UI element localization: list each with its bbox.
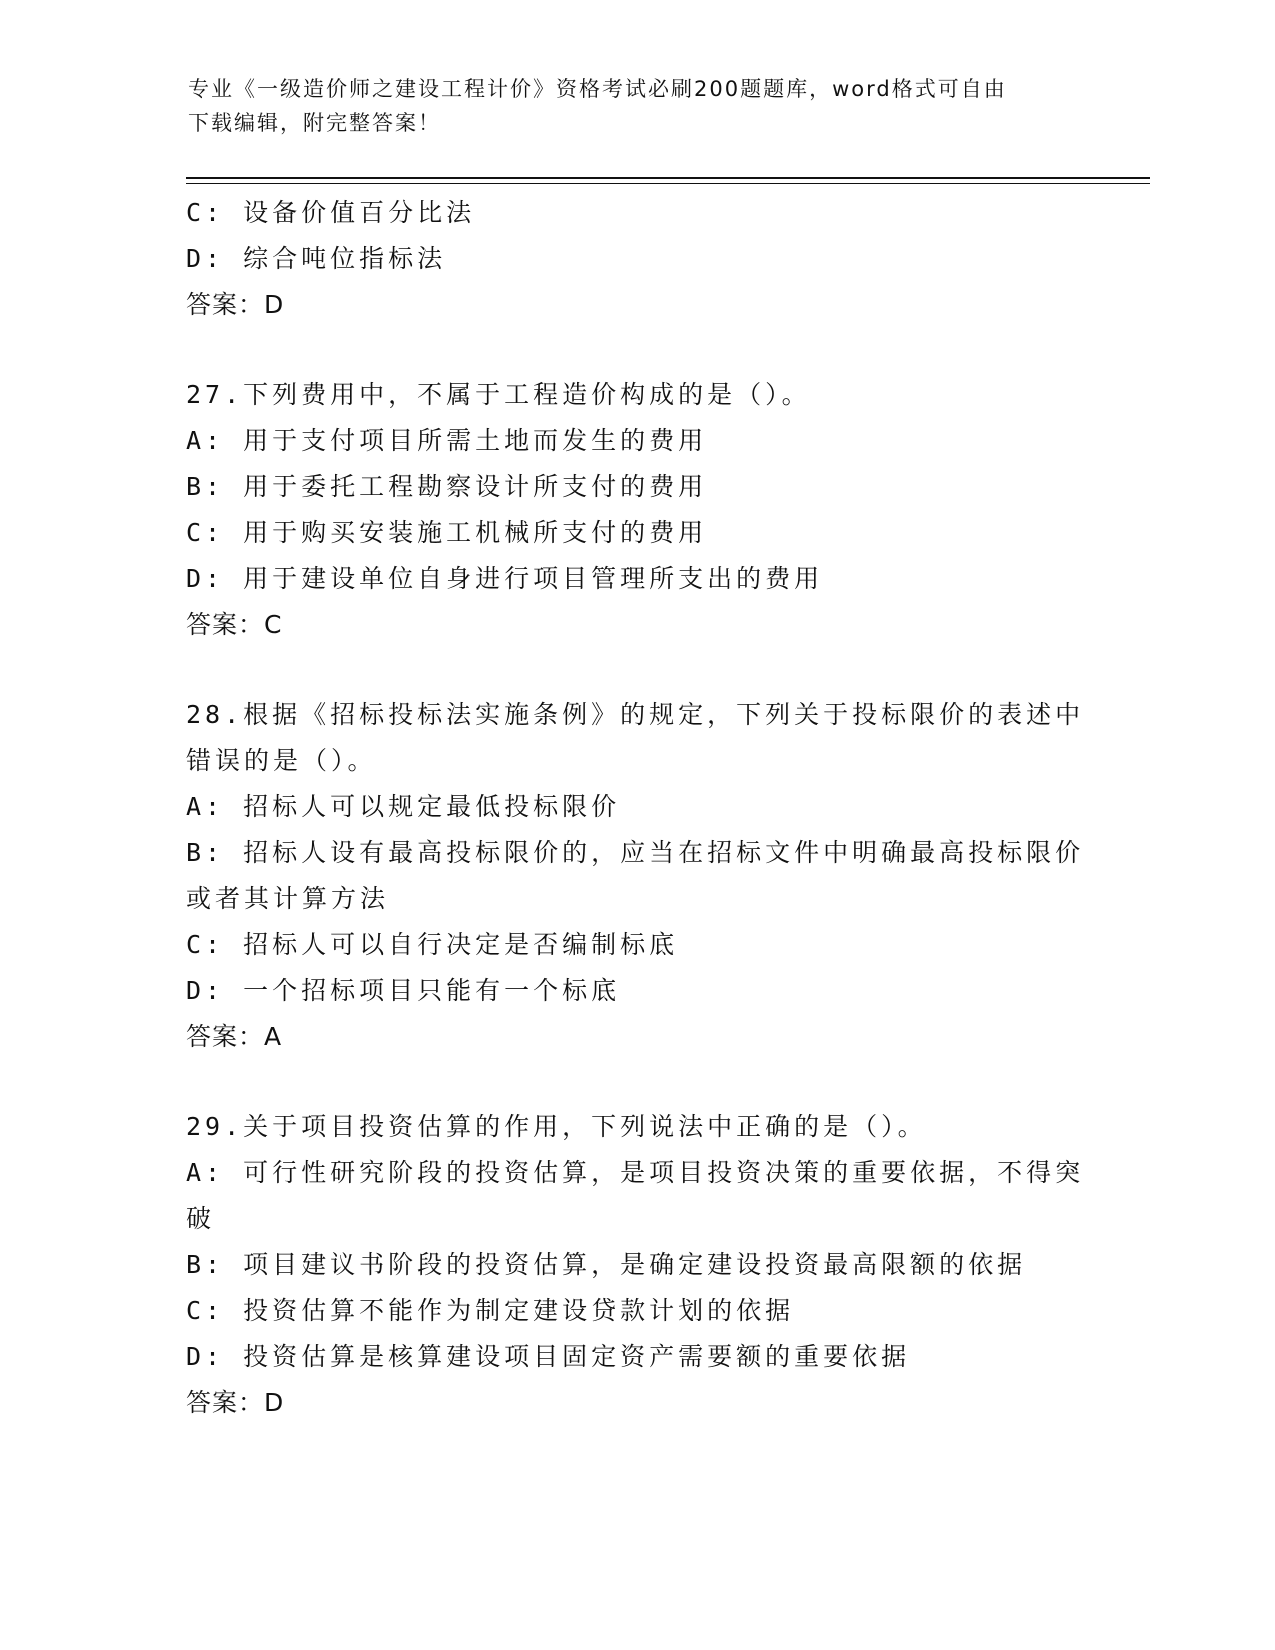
option-d: D: 用于建设单位自身进行项目管理所支出的费用 xyxy=(186,564,824,593)
question-29 xyxy=(186,1104,1086,1426)
option-c: C: 用于购买安装施工机械所支付的费用 xyxy=(186,518,708,547)
option-b: B: 招标人设有最高投标限价的，应当在招标文件中明确最高投标限价 xyxy=(186,838,1085,867)
option-a: A: 用于支付项目所需土地而发生的费用 xyxy=(186,426,708,455)
document-header xyxy=(188,72,1088,140)
header-divider-thick xyxy=(186,177,1150,179)
header-line-2: 下载编辑，附完整答案！ xyxy=(188,111,441,135)
option-a: A: 可行性研究阶段的投资估算，是项目投资决策的重要依据，不得突 xyxy=(186,1158,1085,1187)
option-a: A: 招标人可以规定最低投标限价 xyxy=(186,792,621,821)
question-stem: 29.关于项目投资估算的作用，下列说法中正确的是（）。 xyxy=(186,1112,927,1141)
option-d: D: 一个招标项目只能有一个标底 xyxy=(186,976,621,1005)
question-stem: 28.根据《招标投标法实施条例》的规定，下列关于投标限价的表述中 xyxy=(186,700,1085,729)
answer: 答案：D xyxy=(186,290,285,319)
option-c: C: 设备价值百分比法 xyxy=(186,198,476,227)
option-b-cont: 或者其计算方法 xyxy=(186,884,390,913)
option-b: B: 项目建议书阶段的投资估算，是确定建设投资最高限额的依据 xyxy=(186,1250,1027,1279)
option-d: D: 综合吨位指标法 xyxy=(186,244,447,273)
option-a-cont: 破 xyxy=(186,1204,216,1233)
header-divider-thin xyxy=(186,183,1150,184)
header-line-1: 专业《一级造价师之建设工程计价》资格考试必刷200题题库，word格式可自由 xyxy=(188,77,1007,101)
answer: 答案：C xyxy=(186,610,283,639)
answer: 答案：D xyxy=(186,1388,285,1417)
question-stem-cont: 错误的是（）。 xyxy=(186,746,377,775)
question-list xyxy=(186,190,1086,1426)
option-d: D: 投资估算是核算建设项目固定资产需要额的重要依据 xyxy=(186,1342,911,1371)
option-b: B: 用于委托工程勘察设计所支付的费用 xyxy=(186,472,708,501)
question-27 xyxy=(186,372,1086,648)
question-28 xyxy=(186,692,1086,1060)
option-c: C: 投资估算不能作为制定建设贷款计划的依据 xyxy=(186,1296,795,1325)
option-c: C: 招标人可以自行决定是否编制标底 xyxy=(186,930,679,959)
answer: 答案：A xyxy=(186,1022,283,1051)
question-stem: 27.下列费用中，不属于工程造价构成的是（）。 xyxy=(186,380,811,409)
